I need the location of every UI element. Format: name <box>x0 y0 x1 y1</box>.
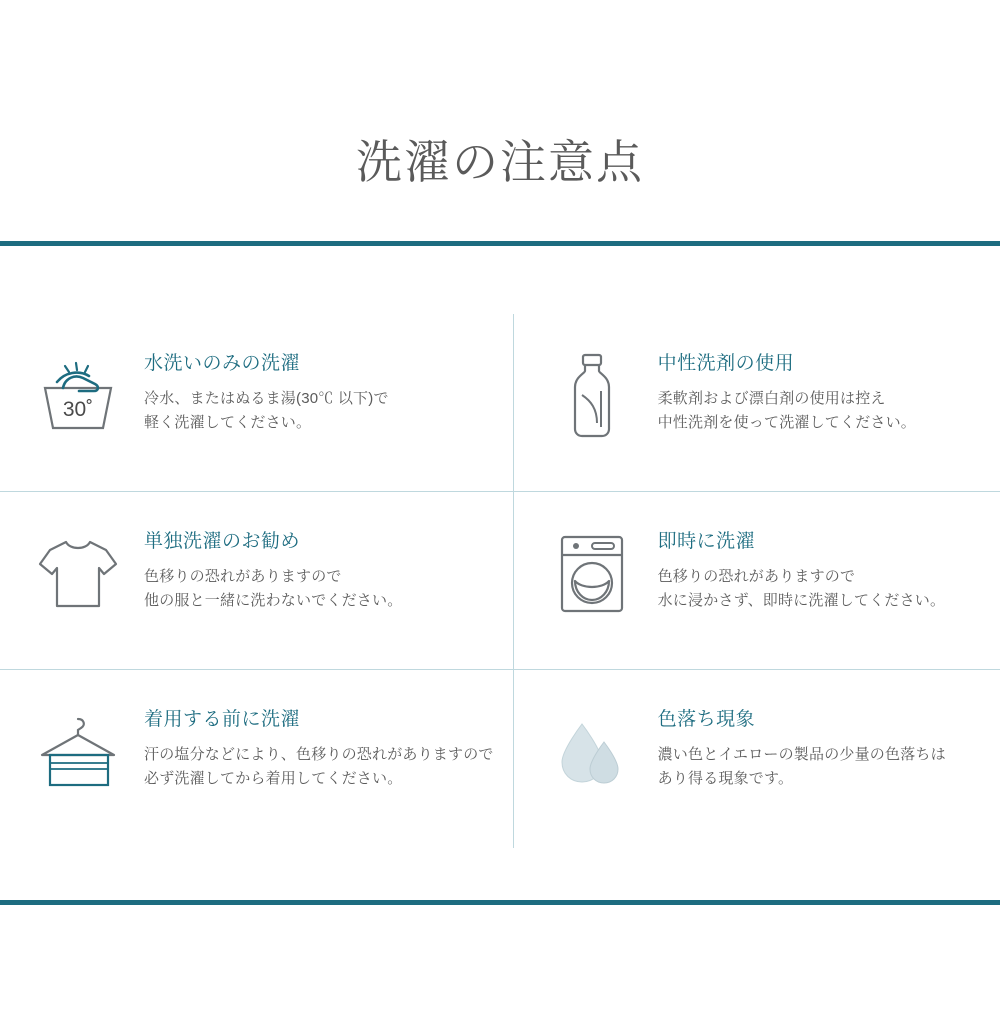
card-text <box>144 520 402 614</box>
page-title: 洗濯の注意点 <box>356 135 644 188</box>
card-description <box>144 743 494 792</box>
card-title: 水洗いのみの洗濯 <box>144 352 301 374</box>
card-description-line: 水に浸かさず、即時に洗濯してください。 <box>657 592 946 610</box>
instruction-card <box>514 670 1000 848</box>
card-description-line: 濃い色とイエローの製品の少量の色落ちは <box>657 745 946 763</box>
card-description-line: 中性洗剤を使って洗濯してください。 <box>657 414 917 432</box>
hand-wash-basin-30-icon <box>26 344 130 448</box>
card-description <box>144 565 402 614</box>
card-text <box>144 342 389 436</box>
card-description-line: 色移りの恐れがありますので <box>657 567 856 585</box>
instruction-grid <box>0 314 1000 848</box>
card-description-line: 汗の塩分などにより、色移りの恐れがありますので <box>144 745 494 763</box>
card-description-line: 軽く洗濯してください。 <box>144 414 312 432</box>
card-title: 色落ち現象 <box>657 708 756 730</box>
card-title: 即時に洗濯 <box>657 530 756 552</box>
card-text <box>658 342 916 436</box>
instruction-card <box>514 492 1000 670</box>
card-description <box>144 387 389 436</box>
card-description <box>658 565 946 614</box>
card-description-line: 色移りの恐れがありますので <box>144 567 342 585</box>
water-drops-icon <box>540 700 644 804</box>
card-title: 中性洗剤の使用 <box>657 352 795 374</box>
basin-temperature-label: 30˚ <box>62 397 94 421</box>
card-text <box>144 698 494 792</box>
detergent-bottle-icon <box>540 344 644 448</box>
card-title: 着用する前に洗濯 <box>144 708 301 730</box>
card-text <box>658 520 946 614</box>
top-divider-rule <box>0 241 1000 246</box>
card-title: 単独洗濯のお勧め <box>144 530 301 552</box>
bottom-divider-rule <box>0 900 1000 905</box>
card-description <box>658 743 946 792</box>
card-description-line: 必ず洗濯してから着用してください。 <box>144 770 403 788</box>
tshirt-icon <box>26 522 130 626</box>
instruction-card <box>514 314 1000 492</box>
instruction-card <box>0 670 514 848</box>
card-description-line: 柔軟剤および漂白剤の使用は控え <box>657 389 886 407</box>
card-description-line: 他の服と一緒に洗わないでください。 <box>144 592 403 610</box>
card-description <box>658 387 916 436</box>
hanger-towel-icon <box>26 700 130 804</box>
washing-machine-icon <box>540 522 644 626</box>
card-description-line: あり得る現象です。 <box>657 770 794 788</box>
instruction-card <box>0 492 514 670</box>
instruction-card <box>0 314 514 492</box>
card-text <box>658 698 946 792</box>
card-description-line: 冷水、またはぬるま湯(30℃ 以下)で <box>144 389 389 407</box>
washing-instructions-page <box>0 31 1000 1031</box>
